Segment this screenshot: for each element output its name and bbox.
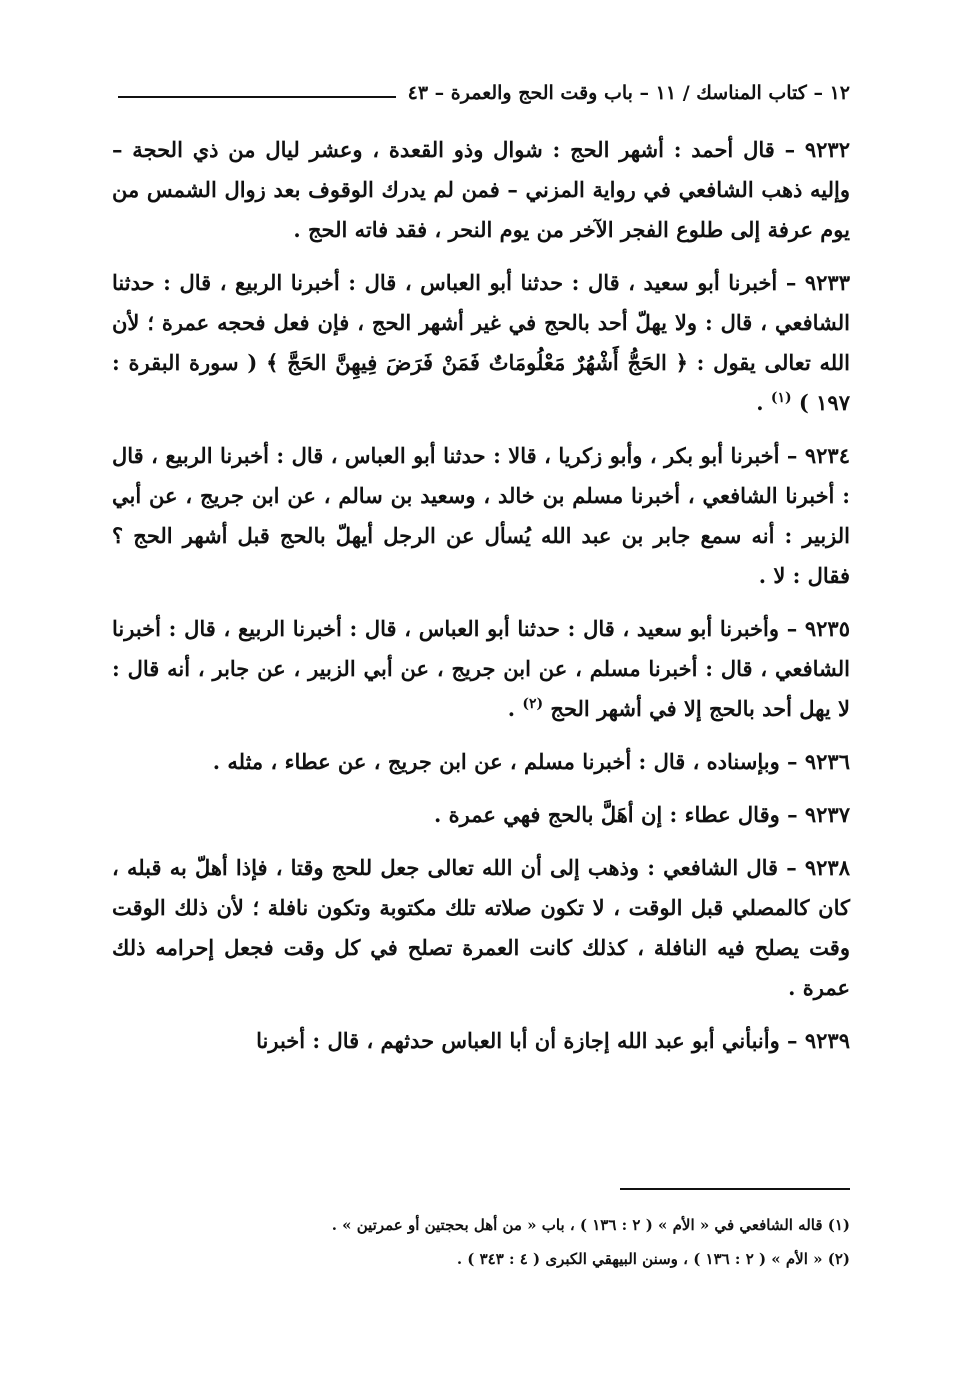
quran-verse: ﴿ الحَجُّ أَشْهُرٌ مَعْلُومَاتٌ فَمَنْ فَرَضَ فِيهِنَّ الحَجَّ ﴾ bbox=[266, 350, 688, 375]
footnote-2: (٢) « الأم » ( ٢ : ١٣٦ ) ، وسنن البيهقي الكبرى ( ٤ : ٣٤٣ ) . bbox=[456, 1250, 850, 1268]
main-text bbox=[112, 130, 850, 1074]
paragraph-9235 bbox=[112, 609, 850, 729]
paragraph-9239 bbox=[112, 1021, 850, 1061]
running-title: ١٢ – كتاب المناسك / ١١ – باب وقت الحج والعمرة – ٤٣ bbox=[407, 82, 850, 104]
page-header bbox=[118, 70, 850, 104]
paragraph-text: – وبإسناده ، قال : أخبرنا مسلم ، عن ابن جريج ، عن عطاء ، مثله . bbox=[212, 749, 805, 774]
paragraph-ending: . bbox=[507, 696, 523, 721]
hadith-number: ٩٢٣٤ bbox=[804, 443, 850, 468]
footnote-ref-1: (١) bbox=[770, 390, 792, 406]
paragraph-text: – قال الشافعي : وذهب إلى أن الله تعالى جعل للحج وقتا ، فإذا أهلّ به قبله ، كان كالمصلي قبل الوقت ، لا تكون صلاته تلك مكتوبة وتكون نافلة ؛ لأن ذلك الوقت وقت يصلح فيه النافلة ، كذلك كانت العمرة تصلح في كل وقت فجعل إحرامه ذلك عمرة . bbox=[112, 855, 850, 1000]
hadith-number: ٩٢٣٨ bbox=[804, 855, 850, 880]
paragraph-text: – قال أحمد : أشهر الحج : شوال وذو القعدة ، وعشر ليال من ذي الحجة – وإليه ذهب الشافعي في رواية المزني – فمن لم يدرك الوقوف بعد زوال الشمس من يوم عرفة إلى طلوع الفجر الآخر من يوم النحر ، فقد فاته الحج . bbox=[112, 137, 850, 242]
paragraph-9233 bbox=[112, 263, 850, 423]
paragraph-text: – أخبرنا أبو بكر ، وأبو زكريا ، قالا : حدثنا أبو العباس ، قال : أخبرنا الربيع ، قال : أخبرنا الشافعي ، أخبرنا مسلم بن خالد ، وسعيد بن سالم ، عن ابن جريج ، عن أبي الزبير : أنه سمع جابر بن عبد الله يُسأل عن الرجل أيهلّ بالحج قبل أشهر الحج ؟ فقال : لا . bbox=[112, 443, 850, 588]
paragraph-9237 bbox=[112, 795, 850, 835]
hadith-number: ٩٢٣٦ bbox=[804, 749, 850, 774]
surah-citation: ( سورة البقرة : ١٩٧ ) bbox=[112, 350, 850, 415]
paragraph-text: – أخبرنا أبو سعيد ، قال : حدثنا أبو العباس ، قال : أخبرنا الربيع ، قال : حدثنا الشافعي ، قال : ولا يهلّ أحد بالحج في غير أشهر الحج ، فإن فعل فحجه عمرة ؛ لأن الله تعالى يقول : bbox=[112, 270, 850, 375]
paragraph-9238 bbox=[112, 848, 850, 1008]
hadith-number: ٩٢٣٥ bbox=[804, 616, 850, 641]
hadith-number: ٩٢٣٢ bbox=[804, 137, 850, 162]
paragraph-9236 bbox=[112, 742, 850, 782]
paragraph-9234 bbox=[112, 436, 850, 596]
hadith-number: ٩٢٣٩ bbox=[804, 1028, 850, 1053]
paragraph-text: – وأنبأني أبو عبد الله إجازة أن أبا العباس حدثهم ، قال : أخبرنا bbox=[256, 1028, 805, 1053]
paragraph-ending: . bbox=[756, 390, 771, 415]
hadith-number: ٩٢٣٧ bbox=[804, 802, 850, 827]
footnote-1: (١) قاله الشافعي في « الأم » ( ٢ : ١٣٦ ) ، باب « من أهل بحجتين أو عمرتين » . bbox=[331, 1216, 850, 1234]
header-rule bbox=[118, 96, 396, 98]
hadith-number: ٩٢٣٣ bbox=[804, 270, 850, 295]
paragraph-text: – وأخبرنا أبو سعيد ، قال : حدثنا أبو العباس ، قال : أخبرنا الربيع ، قال : أخبرنا الشافعي ، قال : أخبرنا مسلم ، عن ابن جريج ، عن أبي الزبير ، عن جابر ، أنه قال : لا يهل أحد بالحج إلا في أشهر الحج bbox=[112, 616, 850, 721]
paragraph-9232 bbox=[112, 130, 850, 250]
footnote-separator bbox=[620, 1188, 850, 1190]
footnotes bbox=[112, 1208, 850, 1276]
paragraph-text: – وقال عطاء : إن أهَلَّ بالحج فهي عمرة . bbox=[434, 802, 805, 827]
footnote-ref-2: (٢) bbox=[522, 696, 544, 712]
